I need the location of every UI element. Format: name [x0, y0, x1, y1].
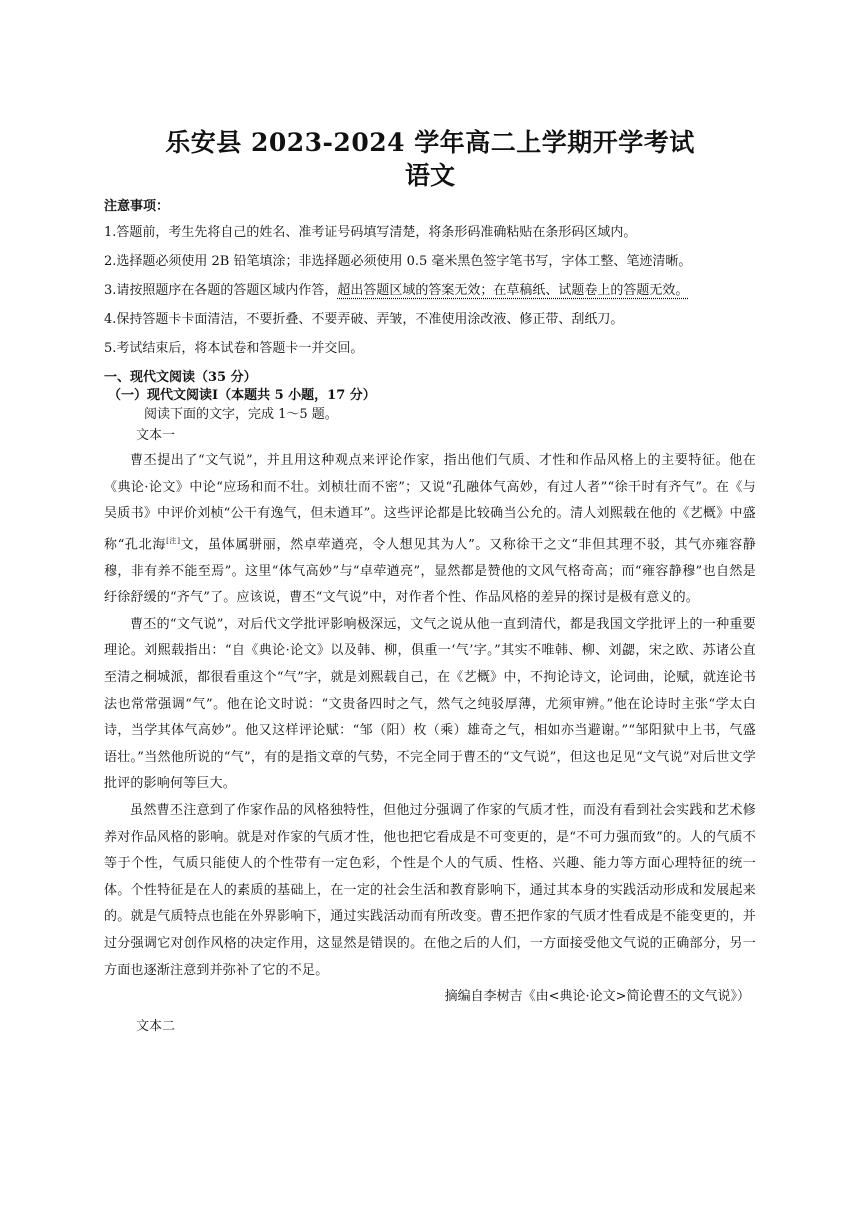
- paragraph-1-part-b: 文，虽体属骈丽，然卓荦遒亮，令人想见其为人”。又称徐干之文“非但其理不驳，其气亦雍容静穆，非有养不能至焉”。这里“体气高妙”与“卓荦遒亮”，显然都是赞他的文风气格奇高；而“雍容静穆”也自然是纡徐舒缓的“齐气”了。应该说，曹丕“文气说”中，对作者个性、作品风格的差异的探讨是极有意义的。: [104, 537, 756, 606]
- text-one-label: 文本一: [136, 428, 176, 443]
- exam-title: 乐安县 2023-2024 学年高二上学期开学考试: [165, 128, 695, 157]
- notice-block: [104, 196, 756, 363]
- reading-instruction: 阅读下面的文字，完成 1～5 题。: [144, 407, 338, 422]
- notice-item-3-emphasis: 超出答题区域的答案无效；在草稿纸、试题卷上的答题无效。: [337, 283, 689, 298]
- passage-paragraph-3: 虽然曹丕注意到了作家作品的风格独特性，但他过分强调了作家的气质才性，而没有看到社会实践和艺术修养对作品风格的影响。就是对作家的气质才性，他也把它看成是不可变更的，是“不可力强而致”的。人的气质不等于个性，气质只能使人的个性带有一定色彩，个性是个人的气质、性格、兴趣、能力等方面心理特征的统一体。个性特征是在人的素质的基础上，在一定的社会生活和教育影响下，通过其本身的实践活动形成和发展起来的。就是气质特点也能在外界影响下，通过实践活动而有所改变。曹丕把作家的气质才性看成是不能变更的，并过分强调它对创作风格的决定作用，这显然是错误的。在他之后的人们，一方面接受他文气说的正确部分，另一方面也逐渐注意到并弥补了它的不足。: [104, 803, 756, 978]
- notice-item-4: 4.保持答题卡卡面清洁，不要折叠、不要弄破、弄皱，不准使用涂改液、修正带、刮纸刀。: [104, 312, 624, 327]
- paragraph-1-part-a: 曹丕提出了“文气说”，并且用这种观点来评论作家，指出他们气质、才性和作品风格上的主要特征。他在《典论·论文》中论“应玚和而不壮。刘桢壮而不密”；又说“孔融体气高妙，有过人者”“徐干时有齐气”。在《与吴质书》中评价刘桢“公干有逸气，但未遒耳”。这些评论都是比较确当公允的。清人刘熙载在他的《艺概》中盛称“孔北海: [104, 453, 756, 553]
- notice-item-5: 5.考试结束后，将本试卷和答题卡一并交回。: [104, 341, 364, 356]
- section-title: 一、现代文阅读（35 分）: [104, 370, 257, 385]
- subsection-title: （一）现代文阅读Ⅰ（本题共 5 小题，17 分）: [108, 388, 376, 403]
- footnote-marker: [注]: [166, 536, 181, 545]
- notice-item-3-text: 3.请按照题序在各题的答题区域内作答，: [104, 283, 338, 298]
- exam-subject: 语文: [404, 161, 455, 190]
- text-two-label: 文本二: [136, 1019, 176, 1035]
- passage-paragraph-1: [104, 448, 756, 612]
- notice-item-3: [104, 276, 756, 305]
- passage-paragraph-2: 曹丕的“文气说”，对后代文学批评影响极深远，文气之说从他一直到清代，都是我国文学批评上的一种重要理论。刘熙载指出：“自《典论·论文》以及韩、柳，俱重一‘气’字。”其实不唯韩、柳、刘勰，宋之欧、苏诸公直至清之桐城派，都很看重这个“气”字，就是刘熙载自己，在《艺概》中，不拘论诗文，论词曲，论赋，就连论书法也常常强调“气”。他在论文时说：“文贵备四时之气，然气之纯驳厚薄，尤须审辨。”他在论诗时主张“学太白诗，当学其体气高妙”。他又这样评论赋：“邹（阳）枚（乘）雄奇之气，相如亦当避谢。”“邹阳狱中上书，气盛语壮。”当然他所说的“气”，有的是指文章的气势，不完全同于曹丕的“文气说”，但这也足见“文气说”对后世文学批评的影响何等巨大。: [104, 616, 756, 792]
- notice-heading: 注意事项：: [104, 199, 170, 214]
- notice-item-1: 1.答题前，考生先将自己的姓名、准考证号码填写清楚，将条形码准确粘贴在条形码区域内。: [104, 225, 637, 240]
- notice-item-2: 2.选择题必须使用 2B 铅笔填涂；非选择题必须使用 0.5 毫米黑色签字笔书写，字体工整、笔迹清晰。: [104, 254, 692, 269]
- passage-source: 摘编自李树吉《由<典论·论文>简论曹丕的文气说》）: [444, 989, 750, 1005]
